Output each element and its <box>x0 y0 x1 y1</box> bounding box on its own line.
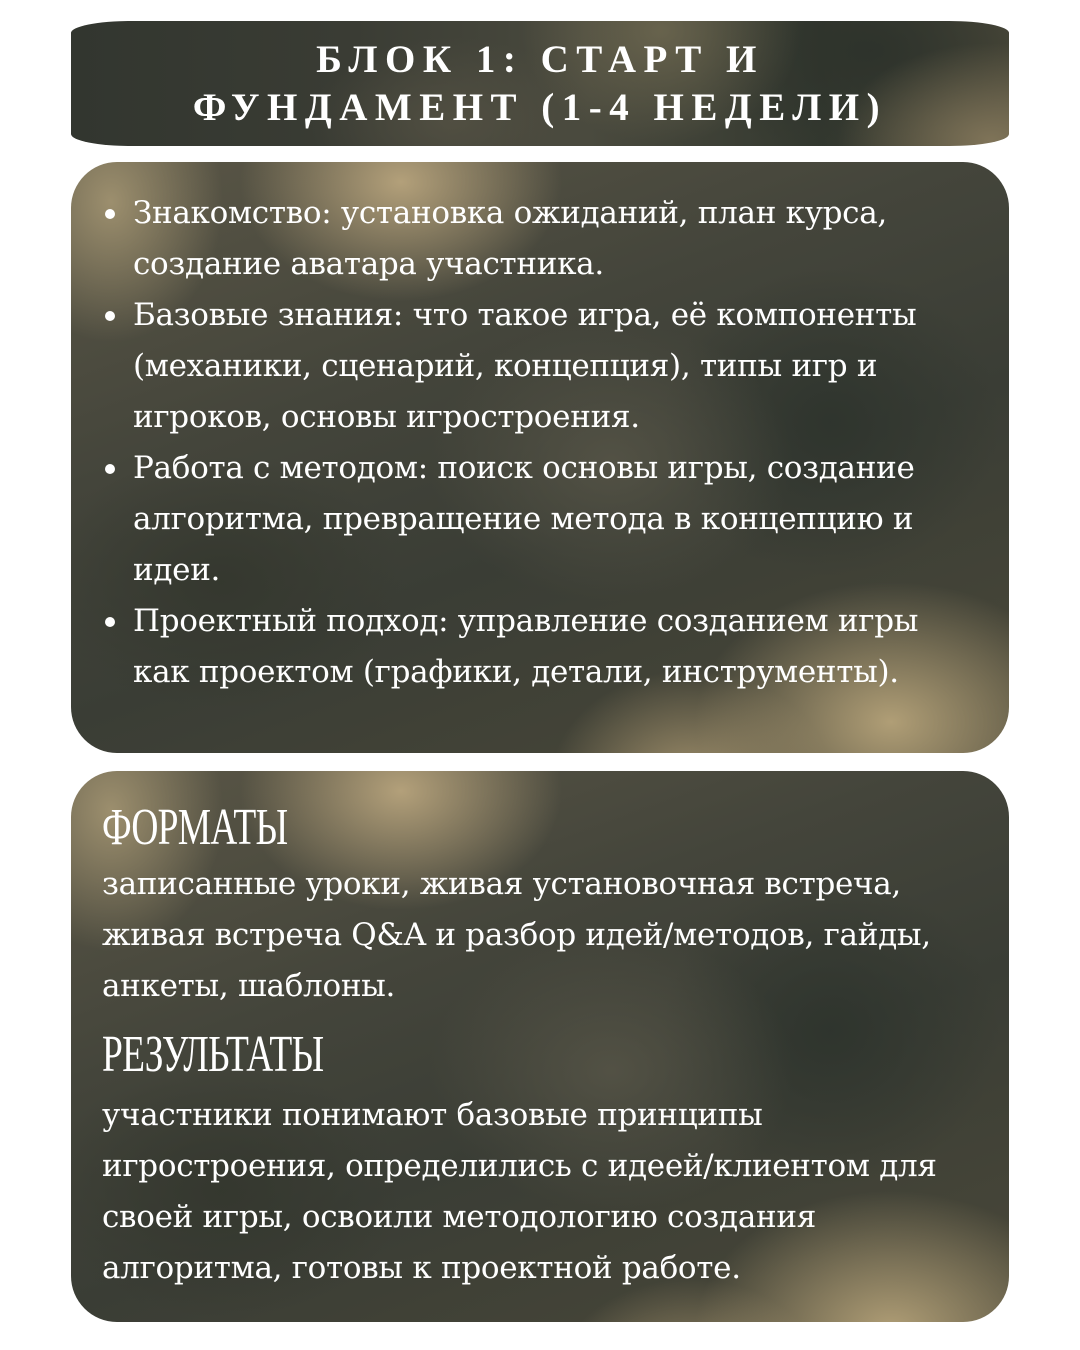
results-heading: РЕЗУЛЬТАТЫ <box>102 1026 324 1083</box>
formats-results-card <box>71 771 1009 1322</box>
block-title <box>193 36 887 132</box>
bullet-icon <box>105 464 115 474</box>
bullet-icon <box>105 617 115 627</box>
topic-text: Базовые знания: что такое игра, её компоненты (механики, сценарий, концепция), типы игр и игроков, основы игростроения. <box>133 297 917 435</box>
block-header-card <box>71 21 1009 146</box>
topic-text: Работа с методом: поиск основы игры, создание алгоритма, превращение метода в концепцию и идеи. <box>133 450 915 588</box>
topic-item <box>103 443 969 596</box>
results-text: участники понимают базовые принципы игростроения, определились с идеей/клиентом для своей игры, освоили методологию создания алгоритма, готовы к проектной работе. <box>102 1097 937 1286</box>
block-title-line-2: ФУНДАМЕНТ (1-4 НЕДЕЛИ) <box>192 85 888 129</box>
topic-text: Проектный подход: управление созданием игры как проектом (графики, детали, инструменты). <box>133 603 919 690</box>
formats-heading: ФОРМАТЫ <box>102 799 288 856</box>
bullet-icon <box>105 311 115 321</box>
topics-card <box>71 162 1009 753</box>
topics-list <box>103 188 969 698</box>
topic-text: Знакомство: установка ожиданий, план курса, создание аватара участника. <box>133 195 887 282</box>
topic-item <box>103 596 969 698</box>
topic-item <box>103 188 969 290</box>
topic-item <box>103 290 969 443</box>
formats-text: записанные уроки, живая установочная встреча, живая встреча Q&A и разбор идей/методов, гайды, анкеты, шаблоны. <box>102 866 931 1004</box>
bullet-icon <box>105 209 115 219</box>
block-title-line-1: БЛОК 1: СТАРТ И <box>316 37 764 81</box>
